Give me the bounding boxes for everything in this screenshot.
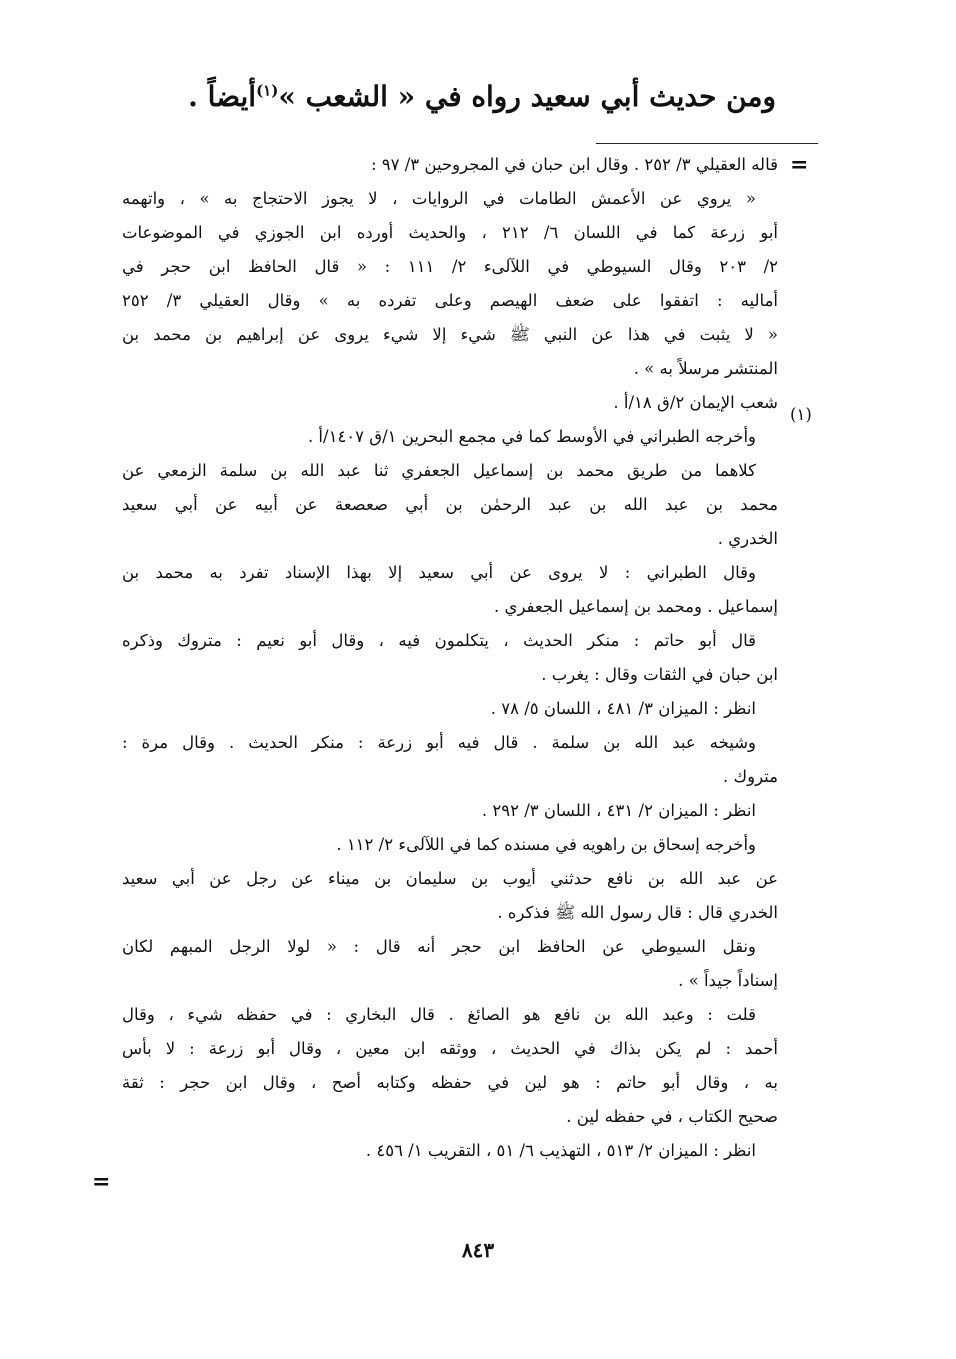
text-line: المنتشر مرسلاً به » . (633, 359, 778, 378)
page-heading (188, 80, 776, 113)
text-line: شعب الإيمان ٢/ق ١٨/أ . (613, 393, 778, 412)
text-line: إسماعيل . ومحمد بن إسماعيل الجعفري . (494, 597, 778, 616)
text-line: وشيخه عبد الله بن سلمة . قال فيه أبو زرعة : منكر الحديث . وقال مرة : (122, 733, 756, 752)
text-line: « لا يثبت في هذا عن النبي ﷺ شيء إلا شيء يروى عن إبراهيم بن محمد بن (122, 325, 778, 344)
text-line: إسناداً جيداً » . (678, 971, 778, 990)
text-line: وأخرجه الطبراني في الأوسط كما في مجمع البحرين ١/ق ١٤٠٧/أ . (307, 427, 756, 446)
heading-tail: أيضاً . (188, 80, 257, 113)
text-line: أحمد : لم يكن بذاك في الحديث ، ووثقه ابن معين ، وقال أبو زرعة : لا بأس (122, 1039, 778, 1058)
text-line: الخدري قال : قال رسول الله ﷺ فذكره . (497, 903, 778, 922)
page-number: ٨٤٣ (461, 1238, 495, 1262)
text-line: قال أبو حاتم : منكر الحديث ، يتكلمون فيه ، وقال أبو نعيم : متروك وذكره (122, 631, 756, 650)
continuation-marker-top: = (790, 152, 809, 178)
text-line: انظر : الميزان ٢/ ٤٣١ ، اللسان ٣/ ٢٩٢ . (481, 801, 756, 820)
text-line: متروك . (723, 767, 778, 786)
text-line: أبو زرعة كما في اللسان ٦/ ٢١٢ ، والحديث أورده ابن الجوزي في الموضوعات (122, 223, 778, 242)
text-line: صحيح الكتاب ، في حفظه لين . (566, 1107, 778, 1126)
text-line: ونقل السيوطي عن الحافظ ابن حجر أنه قال : « لولا الرجل المبهم لكان (122, 937, 756, 956)
text-line: وقال الطبراني : لا يروى عن أبي سعيد إلا بهذا الإسناد تفرد به محمد بن (122, 563, 756, 582)
text-line: كلاهما من طريق محمد بن إسماعيل الجعفري ثنا عبد الله بن سلمة الزمعي عن (122, 461, 756, 480)
text-line: أماليه : اتفقوا على ضعف الهيصم وعلى تفرده به » وقال العقيلي ٣/ ٢٥٢ (122, 291, 778, 310)
text-line: وأخرجه إسحاق بن راهويه في مسنده كما في اللآلىء ٢/ ١١٢ . (336, 835, 756, 854)
text-line: قاله العقيلي ٣/ ٢٥٢ . وقال ابن حبان في المجروحين ٣/ ٩٧ : (370, 155, 778, 174)
text-line: انظر : الميزان ٢/ ٥١٣ ، التهذيب ٦/ ٥١ ، التقريب ١/ ٤٥٦ . (365, 1141, 756, 1160)
heading-text: ومن حديث أبي سعيد رواه في « الشعب » (278, 80, 776, 113)
text-line: « يروي عن الأعمش الطامات في الروايات ، لا يجوز الاحتجاج به » ، واتهمه (122, 189, 756, 208)
text-line: ابن حبان في الثقات وقال : يغرب . (541, 665, 778, 684)
text-line: به ، وقال أبو حاتم : هو لين في حفظه وكتابه أصح ، وقال ابن حجر : ثقة (122, 1073, 778, 1092)
continuation-marker-bottom: = (92, 1169, 111, 1195)
text-line: قلت : وعبد الله بن نافع هو الصائغ . قال البخاري : في حفظه شيء ، وقال (122, 1005, 756, 1024)
footnote-separator (596, 143, 818, 144)
text-line: ٢/ ٢٠٣ وقال السيوطي في اللآلىء ٢/ ١١١ : « قال الحافظ ابن حجر في (122, 257, 778, 276)
footnote-reference: (١) (256, 81, 279, 100)
text-line: انظر : الميزان ٣/ ٤٨١ ، اللسان ٥/ ٧٨ . (490, 699, 756, 718)
text-line: عن عبد الله بن نافع حدثني أيوب بن سليمان بن ميناء عن رجل عن أبي سعيد (122, 869, 778, 888)
footnote-body (122, 148, 778, 1168)
footnote-number: (١) (790, 405, 812, 424)
text-line: محمد بن عبد الله بن عبد الرحمٰن بن أبي صعصعة عن أبيه عن أبي سعيد (122, 495, 778, 514)
text-line: الخدري . (717, 529, 778, 548)
